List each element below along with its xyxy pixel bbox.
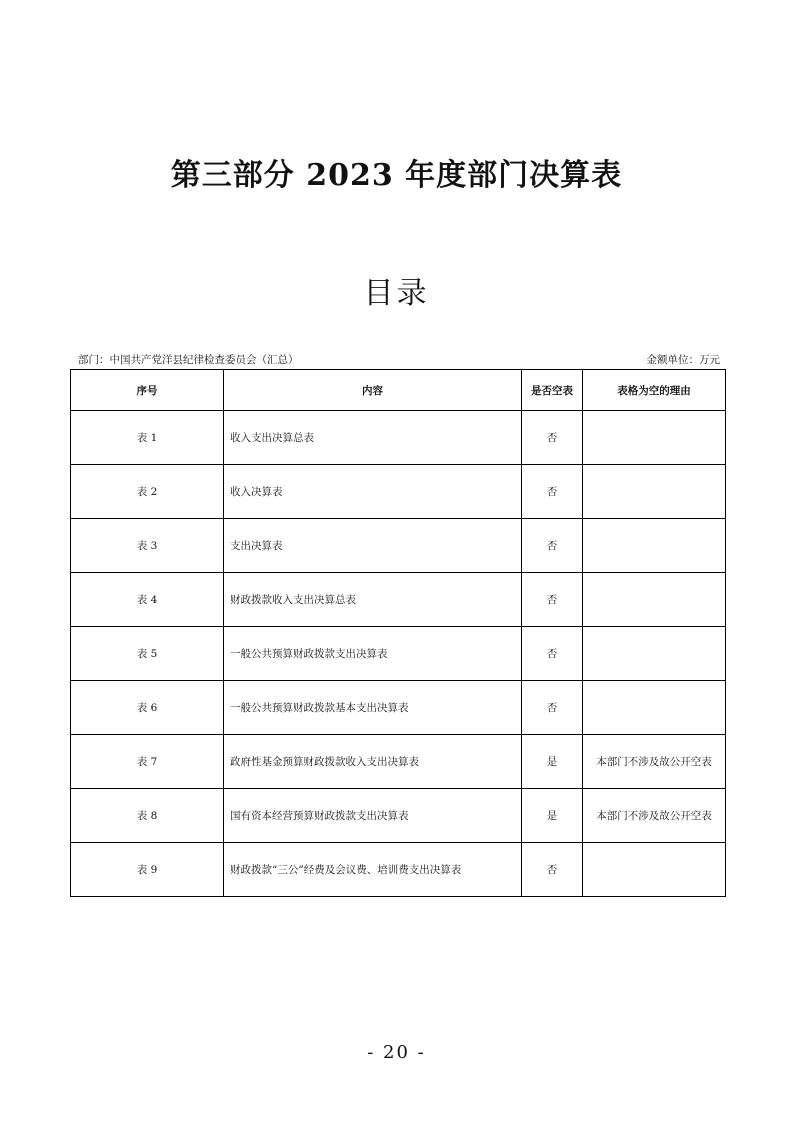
toc-title: 目录 <box>363 276 430 311</box>
page-number: - 20 - <box>367 1042 426 1063</box>
row-reason <box>583 843 726 897</box>
table-row <box>71 411 726 465</box>
toc-table <box>70 369 726 897</box>
table-row <box>71 573 726 627</box>
row-is-empty: 否 <box>522 519 583 573</box>
row-reason: 本部门不涉及故公开空表 <box>583 735 726 789</box>
header-seq: 序号 <box>71 370 224 411</box>
row-is-empty: 否 <box>522 411 583 465</box>
row-reason: 本部门不涉及故公开空表 <box>583 789 726 843</box>
row-content: 收入支出决算总表 <box>224 411 522 465</box>
row-content: 财政拨款收入支出决算总表 <box>224 573 522 627</box>
row-content: 一般公共预算财政拨款基本支出决算表 <box>224 681 522 735</box>
row-seq: 表 7 <box>71 735 224 789</box>
row-content: 国有资本经营预算财政拨款支出决算表 <box>224 789 522 843</box>
row-seq: 表 6 <box>71 681 224 735</box>
part-title: 第三部分 2023 年度部门决算表 <box>170 158 623 193</box>
row-seq: 表 3 <box>71 519 224 573</box>
row-content: 政府性基金预算财政拨款收入支出决算表 <box>224 735 522 789</box>
row-content: 支出决算表 <box>224 519 522 573</box>
table-row <box>71 843 726 897</box>
department-label: 部门：中国共产党洋县纪律检查委员会（汇总） <box>78 354 299 366</box>
table-row <box>71 465 726 519</box>
table-row <box>71 681 726 735</box>
row-seq: 表 9 <box>71 843 224 897</box>
table-row <box>71 735 726 789</box>
header-reason: 表格为空的理由 <box>583 370 726 411</box>
table-row <box>71 627 726 681</box>
row-is-empty: 否 <box>522 627 583 681</box>
row-seq: 表 1 <box>71 411 224 465</box>
row-reason <box>583 465 726 519</box>
row-reason <box>583 519 726 573</box>
row-content: 一般公共预算财政拨款支出决算表 <box>224 627 522 681</box>
row-is-empty: 否 <box>522 573 583 627</box>
row-is-empty: 是 <box>522 789 583 843</box>
row-seq: 表 4 <box>71 573 224 627</box>
table-row <box>71 789 726 843</box>
row-reason <box>583 573 726 627</box>
row-is-empty: 否 <box>522 843 583 897</box>
row-reason <box>583 627 726 681</box>
table-row <box>71 519 726 573</box>
table-meta <box>78 352 720 368</box>
row-reason <box>583 411 726 465</box>
row-seq: 表 5 <box>71 627 224 681</box>
row-content: 收入决算表 <box>224 465 522 519</box>
header-content: 内容 <box>224 370 522 411</box>
row-is-empty: 否 <box>522 681 583 735</box>
amount-unit-label: 金额单位：万元 <box>646 354 720 366</box>
table-header-row <box>71 370 726 411</box>
row-content: 财政拨款“三公”经费及会议费、培训费支出决算表 <box>224 843 522 897</box>
row-is-empty: 否 <box>522 465 583 519</box>
header-is-empty: 是否空表 <box>522 370 583 411</box>
row-reason <box>583 681 726 735</box>
row-seq: 表 8 <box>71 789 224 843</box>
row-seq: 表 2 <box>71 465 224 519</box>
row-is-empty: 是 <box>522 735 583 789</box>
